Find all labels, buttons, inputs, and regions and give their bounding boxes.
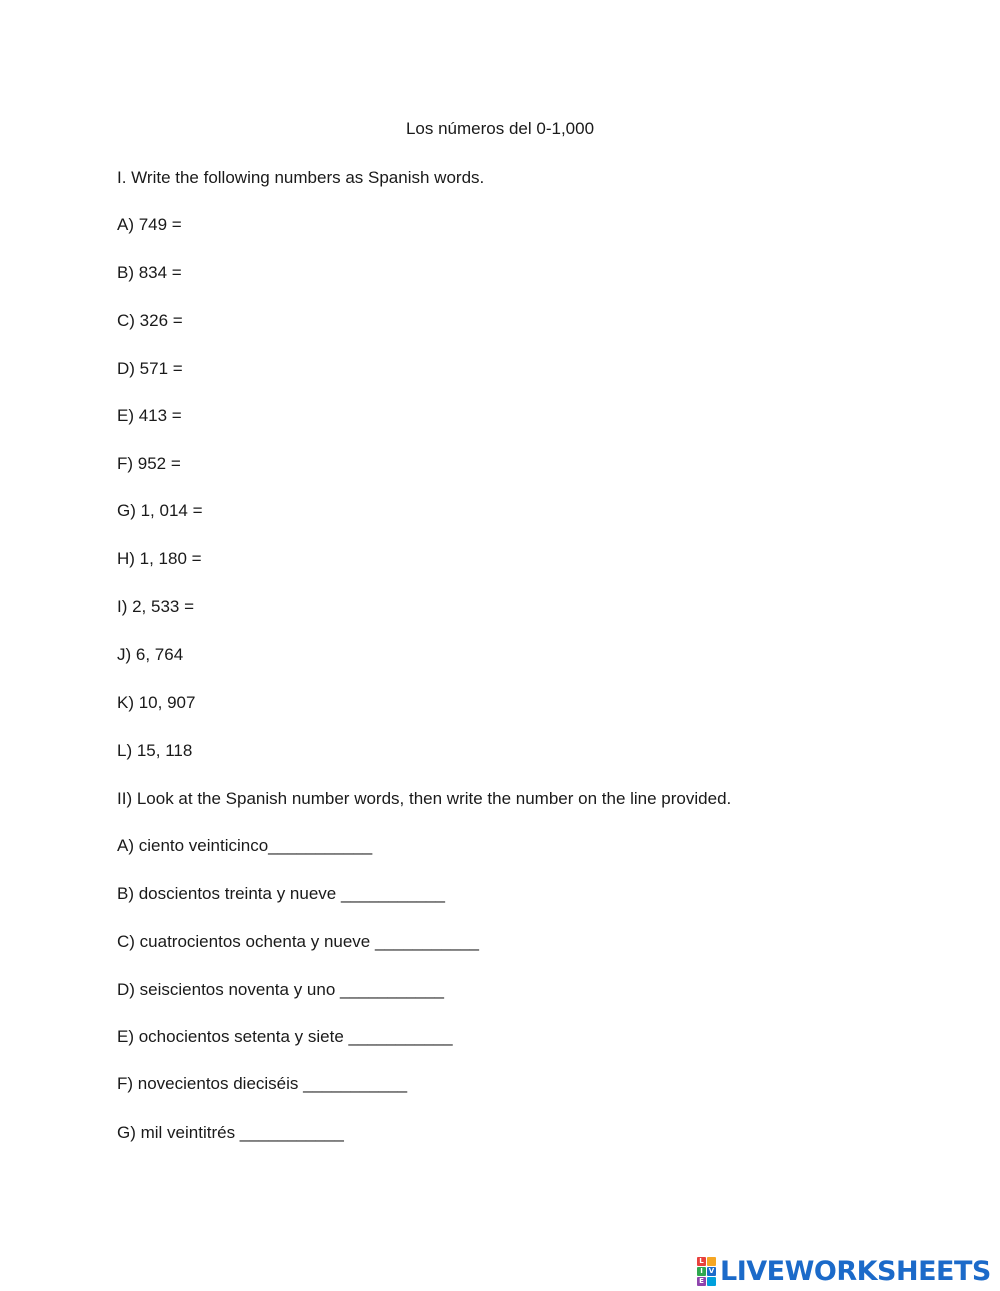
section-1-item-k: K) 10, 907 bbox=[117, 693, 196, 712]
liveworksheets-logo bbox=[697, 1256, 991, 1286]
section-2-item-f: F) novecientos dieciséis ___________ bbox=[117, 1074, 408, 1093]
section-1-item-g: G) 1, 014 = bbox=[117, 501, 203, 520]
section-1-item-h: H) 1, 180 = bbox=[117, 549, 202, 568]
section-1-item-a: A) 749 = bbox=[117, 215, 182, 234]
section-2-item-e: E) ochocientos setenta y siete ___________ bbox=[117, 1027, 453, 1046]
section-2-item-c: C) cuatrocientos ochenta y nueve ___________ bbox=[117, 932, 479, 951]
section-1-item-j: J) 6, 764 bbox=[117, 645, 184, 664]
logo-badge-cell: L bbox=[697, 1257, 706, 1266]
section-1-item-e: E) 413 = bbox=[117, 406, 182, 425]
logo-badge-cell: E bbox=[697, 1277, 706, 1286]
section-1-item-i: I) 2, 533 = bbox=[117, 597, 195, 616]
section-1-item-c: C) 326 = bbox=[117, 311, 183, 330]
section-2-item-d: D) seiscientos noventa y uno ___________ bbox=[117, 980, 445, 999]
section-2-heading: II) Look at the Spanish number words, then write the number on the line provided. bbox=[117, 789, 732, 808]
logo-badge-icon bbox=[697, 1257, 716, 1286]
page-title: Los números del 0-1,000 bbox=[405, 119, 595, 138]
section-2-item-g: G) mil veintitrés ___________ bbox=[117, 1123, 344, 1142]
section-2-item-a: A) ciento veinticinco___________ bbox=[117, 836, 373, 855]
logo-badge-cell: V bbox=[708, 1267, 715, 1275]
section-1-heading: I. Write the following numbers as Spanish words. bbox=[117, 168, 485, 187]
section-1-item-l: L) 15, 118 bbox=[117, 741, 193, 760]
section-1-item-d: D) 571 = bbox=[117, 359, 183, 378]
logo-text: LIVEWORKSHEETS bbox=[720, 1255, 991, 1287]
logo-badge-cell bbox=[707, 1257, 716, 1266]
logo-badge-cell bbox=[707, 1277, 716, 1286]
section-1-item-f: F) 952 = bbox=[117, 454, 181, 473]
logo-badge-cell: I bbox=[697, 1267, 706, 1276]
section-2-item-b: B) doscientos treinta y nueve ___________ bbox=[117, 884, 445, 903]
section-1-item-b: B) 834 = bbox=[117, 263, 182, 282]
